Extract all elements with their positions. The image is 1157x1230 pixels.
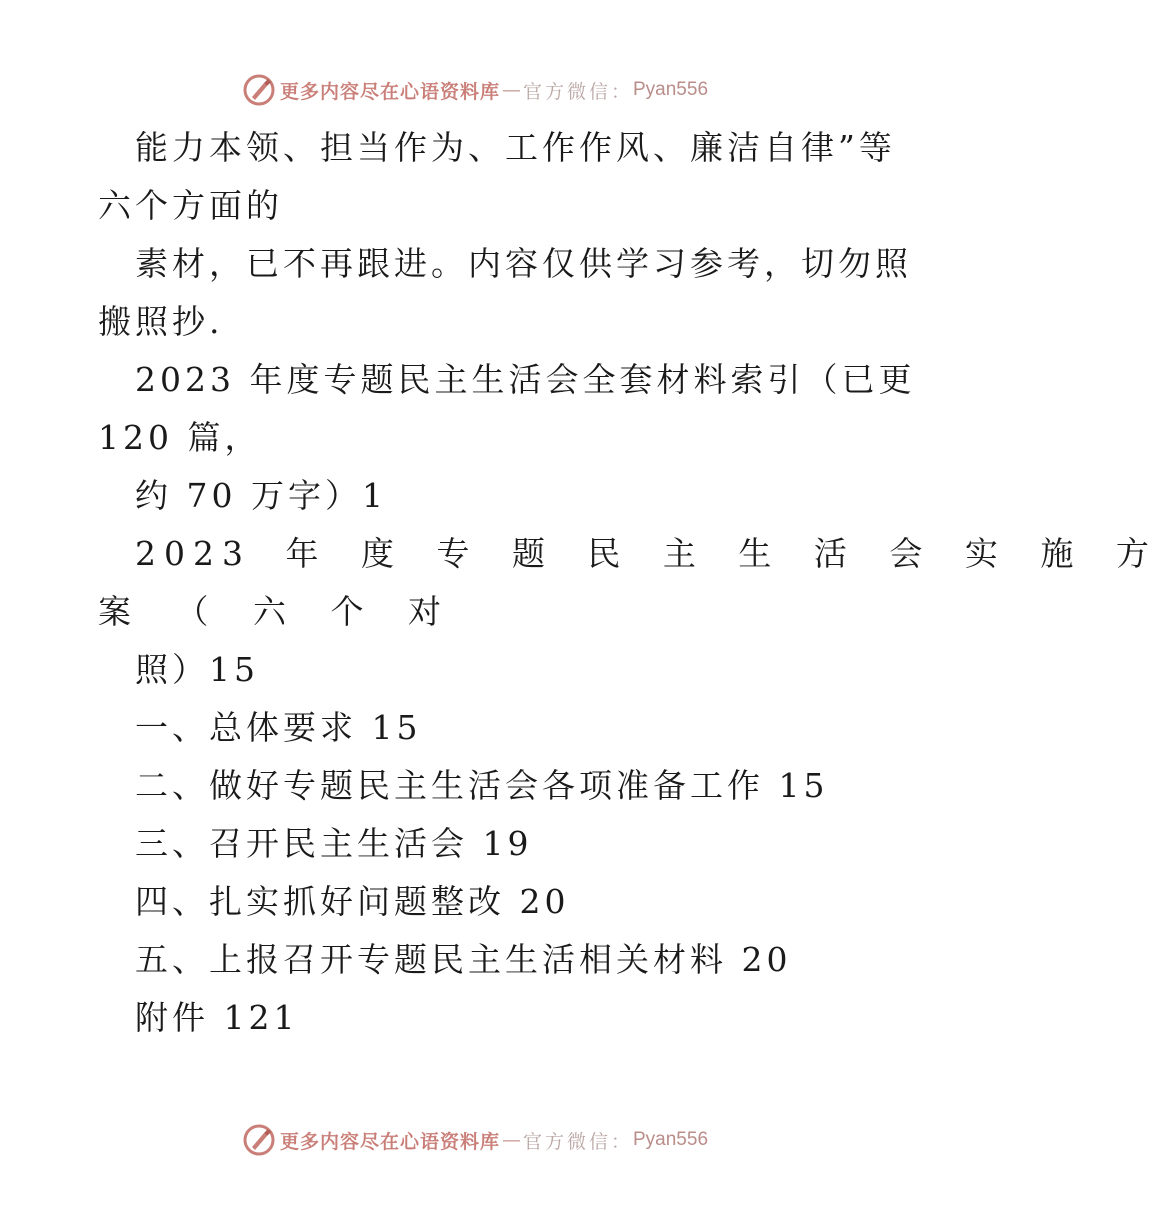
text-line-7: 约 70 万字）1 (135, 476, 387, 515)
text-line-2: 六个方面的 (98, 186, 283, 225)
text-line-4: 搬照抄. (98, 302, 224, 341)
text-line-5: 2023 年度专题民主生活会全套材料索引（已更 (135, 360, 916, 399)
watermark-wechat-label: 官方微信： (522, 1130, 633, 1153)
toc-item-6: 附件 121 (135, 998, 299, 1037)
toc-item-5: 五、上报召开专题民主生活相关材料 20 (135, 940, 792, 979)
text-line-1: 能力本领、担当作为、工作作风、廉洁自律”等 (135, 128, 896, 167)
text-line-3: 素材，已不再跟进。内容仅供学习参考，切勿照 (135, 244, 912, 283)
toc-item-4: 四、扎实抓好问题整改 20 (135, 882, 570, 921)
watermark-text: 更多内容尽在心语资料库 (279, 80, 500, 103)
text-line-8: 2023 年 度 专 题 民 主 生 活 会 实 施 方 (135, 534, 1157, 573)
toc-item-3: 三、召开民主生活会 19 (135, 824, 533, 863)
watermark-separator: — (501, 79, 521, 101)
text-line-6: 120 篇， (98, 418, 262, 457)
watermark-separator: — (501, 1129, 521, 1151)
watermark-wechat-id: Pyan556 (633, 79, 709, 100)
watermark-text: 更多内容尽在心语资料库 (279, 1130, 500, 1153)
text-line-9: 案 （ 六 个 对 (98, 592, 449, 631)
toc-item-2: 二、做好专题民主生活会各项准备工作 15 (135, 766, 829, 805)
header-watermark (0, 70, 950, 110)
footer-watermark (0, 1120, 950, 1160)
watermark-wechat-id: Pyan556 (633, 1129, 709, 1150)
toc-item-1: 一、总体要求 15 (135, 708, 422, 747)
text-line-10: 照）15 (135, 650, 259, 689)
pen-logo-icon (242, 73, 276, 107)
watermark-wechat-label: 官方微信： (522, 80, 633, 103)
pen-logo-icon (242, 1123, 276, 1157)
